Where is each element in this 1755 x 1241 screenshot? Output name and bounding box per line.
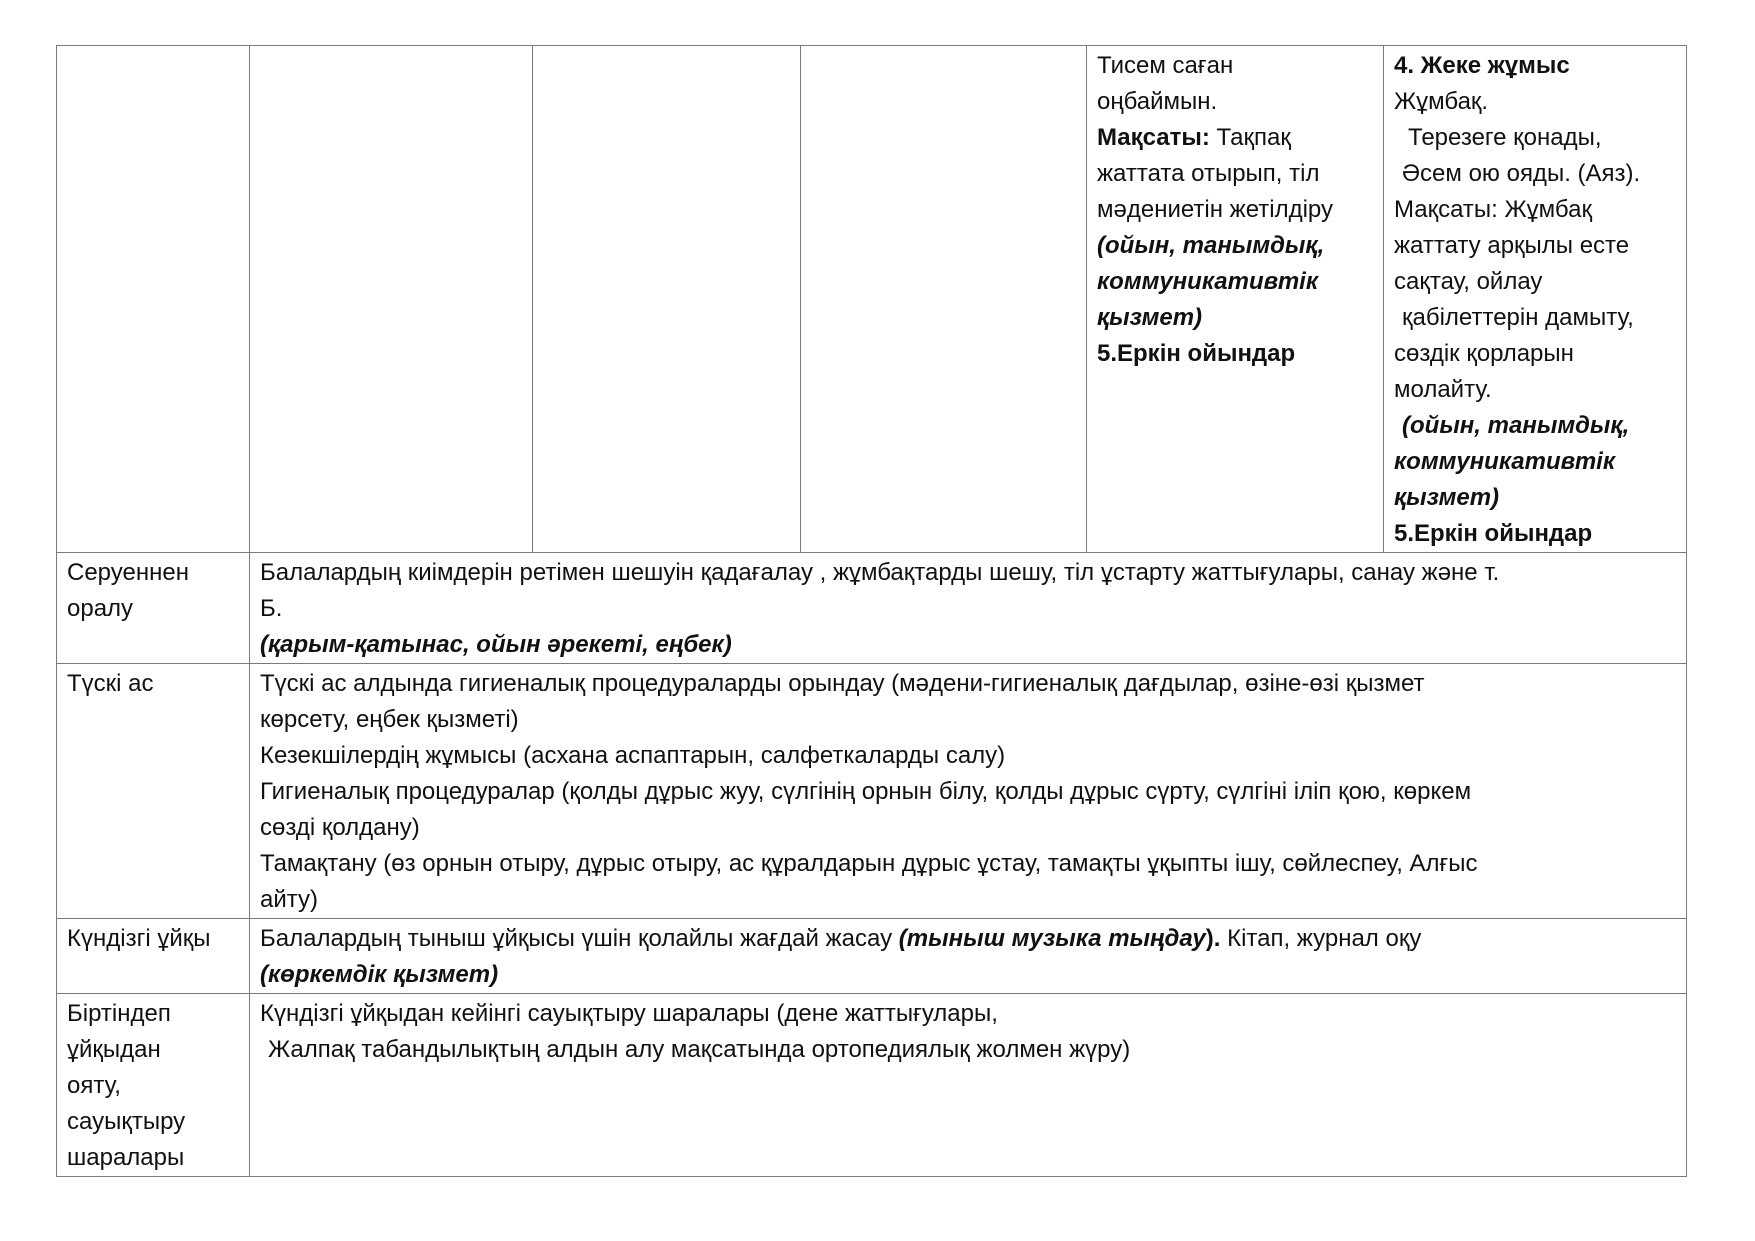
lunch-label: Түскі ас <box>57 664 250 919</box>
lunch-text-line-4: Гигиеналық процедуралар (қолды дұрыс жуу, сүлгінің орнын білу, қолды дұрыс сүрту, сүлгіні іліп қою, көркем <box>260 778 1472 805</box>
wake-label-line-1: Біртіндеп <box>67 1000 171 1027</box>
riddle-tags-line-1: (ойын, танымдық, <box>1402 412 1630 439</box>
riddle-goal-line-5: сөздік қорларын <box>1394 340 1574 367</box>
wake-label-line-4: сауықтыру <box>67 1108 186 1135</box>
rhyme-activity-cell <box>1087 46 1384 553</box>
riddle-line-2: Әсем ою ояды. (Аяз). <box>1402 160 1641 187</box>
nap-content <box>250 919 1687 994</box>
activity-row-continued <box>57 46 1687 553</box>
wake-label-line-3: ояту, <box>67 1072 121 1099</box>
empty-cell-1 <box>57 46 250 553</box>
lunch-text-line-5: сөзді қолдану) <box>260 814 420 841</box>
riddle-goal-line-1: Мақсаты: Жұмбақ <box>1394 196 1592 223</box>
rhyme-title-line-1: Тисем саған <box>1097 52 1234 79</box>
nap-music-note-end: ). <box>1205 925 1221 952</box>
lunch-text-line-6: Тамақтану (өз орнын отыру, дұрыс отыру, ас құралдарын дұрыс ұстау, тамақты ұқыпты ішу, сөйлеспеу, Алғыс <box>260 850 1478 877</box>
rhyme-goal-line-2: жаттата отырып, тіл <box>1097 160 1320 187</box>
activity-tags-line-1: (ойын, танымдық, <box>1097 232 1325 259</box>
riddle-goal-line-3: сақтау, ойлау <box>1394 268 1543 295</box>
return-label-line-1: Серуеннен <box>67 559 189 586</box>
nap-label: Күндізгі ұйқы <box>57 919 250 994</box>
activity-tags-line-3: қызмет) <box>1097 304 1203 331</box>
nap-row <box>57 919 1687 994</box>
riddle-goal-line-6: молайту. <box>1394 376 1492 403</box>
rhyme-goal-line-1 <box>1097 120 1373 156</box>
individual-work-heading: 4. Жеке жұмыс <box>1394 52 1570 79</box>
riddle-tags-line-2: коммуникативтік <box>1394 448 1615 475</box>
wake-up-content <box>250 994 1687 1177</box>
riddle-label: Жұмбақ. <box>1394 88 1489 115</box>
return-label-line-2: оралу <box>67 595 134 622</box>
rhyme-goal-line-3: мәдениетін жетілдіру <box>1097 196 1334 223</box>
return-from-walk-row <box>57 553 1687 664</box>
nap-tags: (көркемдік қызмет) <box>260 961 499 988</box>
individual-work-cell <box>1384 46 1687 553</box>
riddle-tags-line-3: қызмет) <box>1394 484 1500 511</box>
riddle-free-games-heading: 5.Еркін ойындар <box>1394 520 1593 547</box>
return-from-walk-label <box>57 553 250 664</box>
wake-label-line-5: шаралары <box>67 1144 185 1171</box>
rhyme-title-line-2: оңбаймын. <box>1097 88 1218 115</box>
activity-tags-line-2: коммуникативтік <box>1097 268 1318 295</box>
wake-text-line-1: Күндізгі ұйқыдан кейінгі сауықтыру шаралары (дене жаттығулары, <box>260 1000 998 1027</box>
riddle-line-1: Терезеге қонады, <box>1408 124 1602 151</box>
riddle-goal-line-4: қабілеттерін дамыту, <box>1402 304 1634 331</box>
return-text-line-1: Балалардың киімдерін ретімен шешуін қадағалау , жұмбақтарды шешу, тіл ұстарту жаттығулары, санау және т. <box>260 559 1500 586</box>
lunch-text-line-7: айту) <box>260 886 319 913</box>
return-from-walk-content <box>250 553 1687 664</box>
wake-text-line-2: Жалпақ табандылықтың алдын алу мақсатында ортопедиялық жолмен жүру) <box>268 1036 1131 1063</box>
wake-up-label <box>57 994 250 1177</box>
nap-text-line-1 <box>260 921 1676 957</box>
goal-label: Мақсаты: <box>1097 124 1210 151</box>
wake-label-line-2: ұйқыдан <box>67 1036 161 1063</box>
lunch-text-line-1: Түскі ас алдында гигиеналық процедураларды орындау (мәдени-гигиеналық дағдылар, өзіне-өзі қызмет <box>260 670 1425 697</box>
wake-up-row <box>57 994 1687 1177</box>
nap-text-start: Балалардың тыныш ұйқысы үшін қолайлы жағдай жасау <box>260 925 899 952</box>
lunch-text-line-2: көрсету, еңбек қызметі) <box>260 706 519 733</box>
empty-cell-4 <box>801 46 1087 553</box>
daily-plan-table <box>56 45 1687 1177</box>
return-tags: (қарым-қатынас, ойын әрекеті, еңбек) <box>260 631 732 658</box>
nap-music-note: (тыныш музыка тыңдау <box>898 925 1206 952</box>
return-text-line-2: Б. <box>260 595 283 622</box>
empty-cell-3 <box>533 46 801 553</box>
lunch-text-line-3: Кезекшілердің жұмысы (асхана аспаптарын, салфеткаларды салу) <box>260 742 1006 769</box>
lunch-content <box>250 664 1687 919</box>
riddle-goal-line-2: жаттату арқылы есте <box>1394 232 1630 259</box>
lunch-row <box>57 664 1687 919</box>
nap-reading-text: Кітап, журнал оқу <box>1220 925 1422 952</box>
free-games-heading: 5.Еркін ойындар <box>1097 340 1296 367</box>
empty-cell-2 <box>250 46 533 553</box>
goal-text-start: Тақпақ <box>1209 124 1291 151</box>
